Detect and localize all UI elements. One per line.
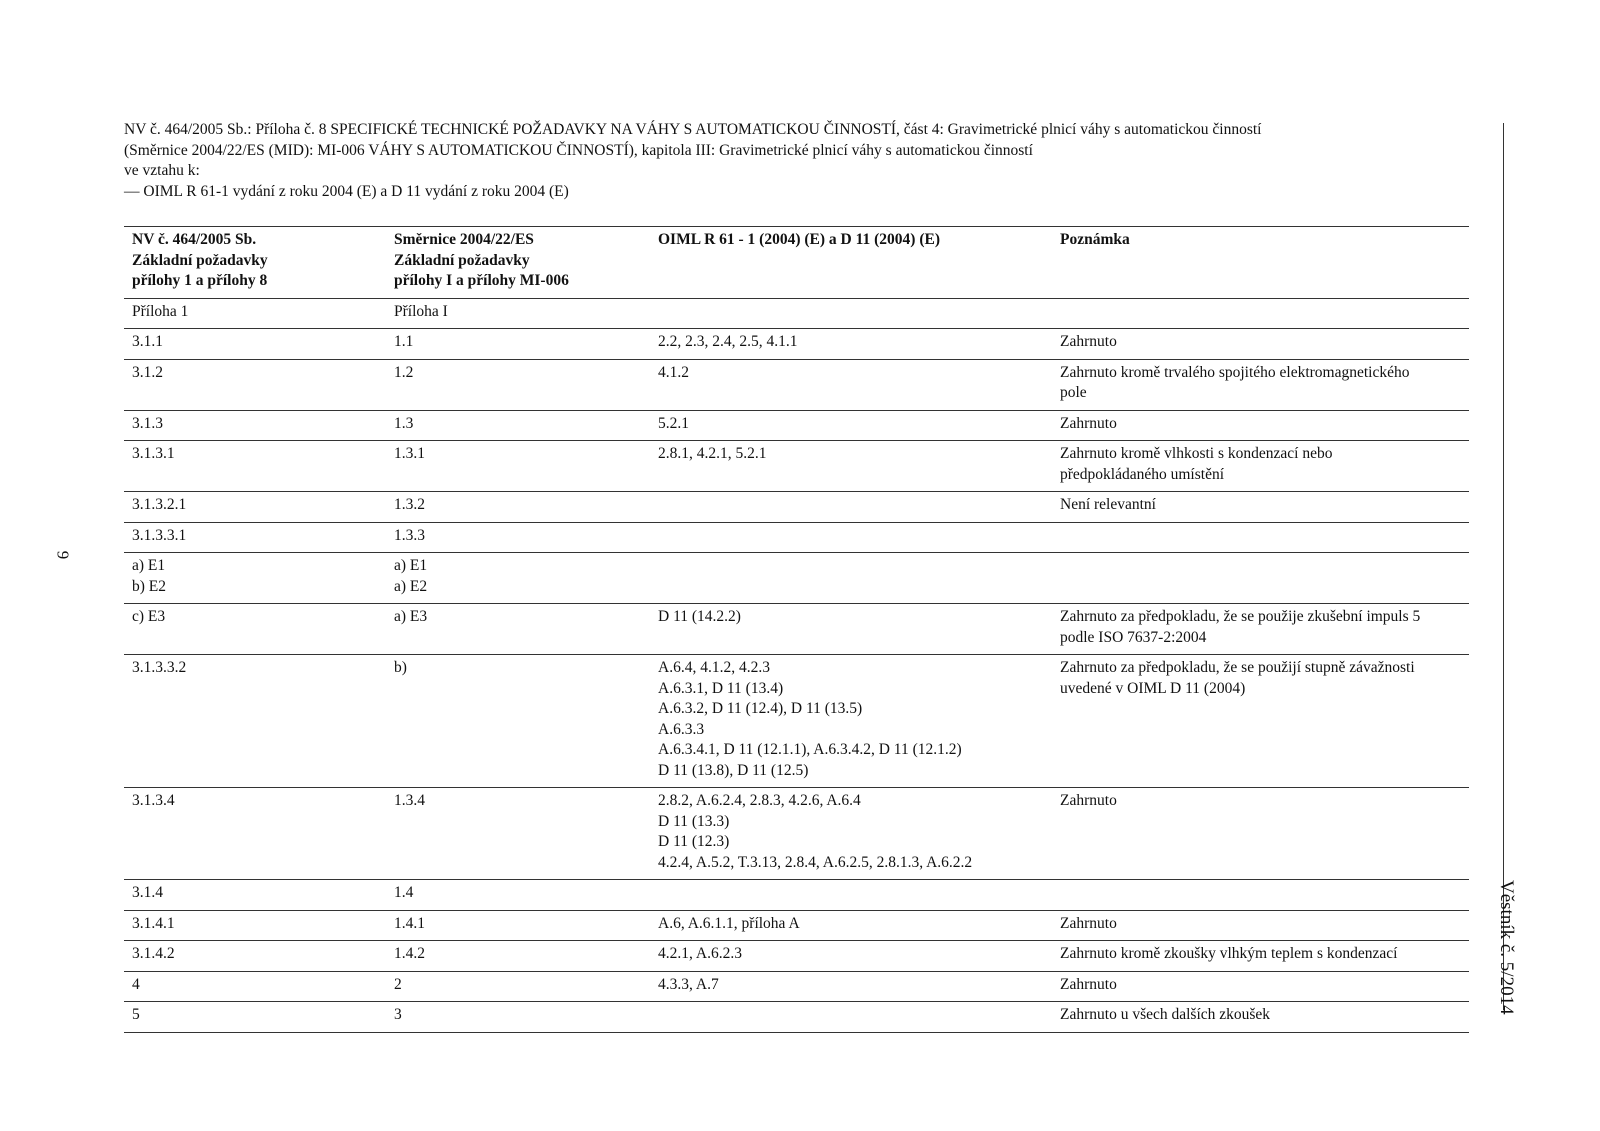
cell-line: A.6.3.2, D 11 (12.4), D 11 (13.5) — [658, 700, 863, 717]
cell-note — [1052, 1002, 1469, 1033]
page-number: 9 — [53, 550, 73, 560]
cell-oiml-ref — [650, 298, 1052, 329]
cell-line: 1.4.2 — [394, 945, 425, 962]
cell-line: A.6.4, 4.1.2, 4.2.3 — [658, 659, 770, 676]
cell-line: 1.4 — [394, 884, 414, 901]
cell-line: NV č. 464/2005 Sb. — [132, 231, 257, 248]
cell-line: Zahrnuto — [1060, 914, 1117, 932]
cell-nv-ref — [124, 941, 386, 972]
cell-line: 4.2.1, A.6.2.3 — [658, 945, 742, 962]
header-cell-oiml — [650, 227, 1052, 299]
cell-line: 3.1.4.2 — [132, 945, 175, 962]
cell-oiml-ref — [650, 604, 1052, 655]
header-cell-note — [1052, 227, 1469, 299]
cell-line: 3.1.4.1 — [132, 914, 175, 932]
table-body — [124, 298, 1469, 1032]
cell-directive-ref — [386, 410, 650, 441]
cell-nv-ref — [124, 410, 386, 441]
cell-line: D 11 (12.3) — [658, 833, 730, 850]
cell-oiml-ref — [650, 910, 1052, 941]
cell-line: 4.2.4, A.5.2, T.3.13, 2.8.4, A.6.2.5, 2.8.1.3, A.6.2.2 — [658, 853, 973, 871]
cell-oiml-ref — [650, 971, 1052, 1002]
cell-line: Zahrnuto za předpokladu, že se použijí stupně závažnosti — [1060, 659, 1415, 676]
cell-line: 3.1.4 — [132, 884, 163, 901]
cell-note — [1052, 410, 1469, 441]
cell-directive-ref — [386, 910, 650, 941]
header-line-1: NV č. 464/2005 Sb.: Příloha č. 8 SPECIFICKÉ TECHNICKÉ POŽADAVKY NA VÁHY S AUTOMATICKOU ČINNOSTÍ, část 4: Gravimetrické plnicí váhy s automatickou činností — [124, 121, 1262, 138]
cell-line: Zahrnuto u všech dalších zkoušek — [1060, 1006, 1271, 1023]
table-row — [124, 910, 1469, 941]
cell-line: a) E1 — [394, 557, 428, 574]
cell-line: 3.1.3.4 — [132, 792, 175, 809]
cell-note — [1052, 492, 1469, 523]
cell-nv-ref — [124, 298, 386, 329]
cell-line: Směrnice 2004/22/ES — [394, 231, 534, 248]
cell-line: pole — [1060, 384, 1087, 401]
cell-oiml-ref — [650, 655, 1052, 788]
cell-line: b) — [394, 659, 407, 676]
cell-line: 3.1.3.1 — [132, 445, 175, 462]
cell-oiml-ref — [650, 441, 1052, 492]
cell-oiml-ref — [650, 329, 1052, 360]
cell-line: Základní požadavky — [394, 251, 530, 269]
cell-line: Příloha 1 — [132, 302, 189, 320]
cell-note — [1052, 441, 1469, 492]
cell-directive-ref — [386, 880, 650, 911]
cell-line: Zahrnuto — [1060, 975, 1117, 993]
cell-line: Zahrnuto — [1060, 792, 1117, 809]
cell-oiml-ref — [650, 788, 1052, 880]
table-row — [124, 441, 1469, 492]
cell-line: A.6.3.3 — [658, 720, 705, 738]
table-row — [124, 880, 1469, 911]
cell-line: 3.1.1 — [132, 333, 163, 350]
table-row — [124, 329, 1469, 360]
cell-note — [1052, 522, 1469, 553]
header-cell-nv — [124, 227, 386, 299]
cell-nv-ref — [124, 971, 386, 1002]
cell-line: a) E1 — [132, 557, 166, 574]
cell-line: 1.3.3 — [394, 526, 425, 544]
header-line-3: ve vztahu k: — [124, 162, 200, 179]
cell-line: D 11 (13.3) — [658, 812, 730, 830]
table-row — [124, 359, 1469, 410]
cell-directive-ref — [386, 655, 650, 788]
cell-line: OIML R 61 - 1 (2004) (E) a D 11 (2004) (E) — [658, 231, 940, 248]
cell-line: a) E2 — [394, 577, 428, 595]
cell-note — [1052, 298, 1469, 329]
margin-rule — [1503, 123, 1504, 1010]
table-row — [124, 604, 1469, 655]
cell-nv-ref — [124, 604, 386, 655]
cell-line: A.6, A.6.1.1, příloha A — [658, 914, 800, 932]
cell-line: Zahrnuto kromě trvalého spojitého elektromagnetického — [1060, 363, 1410, 381]
cell-directive-ref — [386, 329, 650, 360]
cell-line: Zahrnuto — [1060, 333, 1117, 350]
table-row — [124, 788, 1469, 880]
cell-line: 1.2 — [394, 363, 414, 381]
cell-nv-ref — [124, 522, 386, 553]
table-row — [124, 971, 1469, 1002]
cell-line: A.6.3.4.1, D 11 (12.1.1), A.6.3.4.2, D 11 (12.1.2) — [658, 741, 962, 758]
cell-line: 4.1.2 — [658, 363, 689, 381]
cell-note — [1052, 910, 1469, 941]
cell-line: 4 — [132, 975, 140, 993]
cell-note — [1052, 971, 1469, 1002]
cell-line: 3 — [394, 1006, 402, 1023]
cell-line: 1.3.4 — [394, 792, 425, 809]
cell-oiml-ref — [650, 522, 1052, 553]
cell-line: přílohy I a přílohy MI-006 — [394, 272, 569, 289]
cell-line: 3.1.3.2.1 — [132, 496, 187, 513]
cell-line: c) E3 — [132, 608, 166, 625]
cell-directive-ref — [386, 788, 650, 880]
cell-oiml-ref — [650, 492, 1052, 523]
cell-line: 1.4.1 — [394, 914, 425, 932]
cell-line: Není relevantní — [1060, 496, 1156, 513]
cell-line: 5 — [132, 1006, 140, 1023]
table-row — [124, 655, 1469, 788]
cell-oiml-ref — [650, 941, 1052, 972]
table-row — [124, 410, 1469, 441]
header-cell-directive — [386, 227, 650, 299]
cell-line: Příloha I — [394, 302, 448, 320]
cell-directive-ref — [386, 971, 650, 1002]
cell-nv-ref — [124, 788, 386, 880]
cell-line: 2.2, 2.3, 2.4, 2.5, 4.1.1 — [658, 333, 798, 350]
cell-line: 1.3.2 — [394, 496, 425, 513]
cell-line: 3.1.3.3.1 — [132, 526, 187, 544]
correlation-table — [124, 226, 1469, 1033]
cell-directive-ref — [386, 553, 650, 604]
header-line-2: (Směrnice 2004/22/ES (MID): MI-006 VÁHY S AUTOMATICKOU ČINNOSTÍ), kapitola III: Gravimetrické plnicí váhy s automatickou činností — [124, 141, 1033, 159]
cell-line: 1.3.1 — [394, 445, 425, 462]
cell-line: a) E3 — [394, 608, 428, 625]
cell-line: Základní požadavky — [132, 251, 268, 269]
cell-line: 3.1.3.3.2 — [132, 659, 187, 676]
header-line-4: — OIML R 61-1 vydání z roku 2004 (E) a D 11 vydání z roku 2004 (E) — [124, 182, 569, 200]
cell-line: podle ISO 7637-2:2004 — [1060, 628, 1207, 646]
cell-nv-ref — [124, 910, 386, 941]
cell-note — [1052, 880, 1469, 911]
cell-line: Zahrnuto kromě vlhkosti s kondenzací nebo — [1060, 445, 1333, 462]
cell-directive-ref — [386, 359, 650, 410]
cell-line: D 11 (14.2.2) — [658, 608, 741, 625]
cell-directive-ref — [386, 492, 650, 523]
cell-oiml-ref — [650, 880, 1052, 911]
table-row — [124, 1002, 1469, 1033]
cell-line: 4.3.3, A.7 — [658, 975, 719, 993]
table-row — [124, 492, 1469, 523]
table-row — [124, 522, 1469, 553]
cell-nv-ref — [124, 655, 386, 788]
document-header — [124, 120, 1464, 202]
cell-note — [1052, 604, 1469, 655]
cell-note — [1052, 359, 1469, 410]
cell-line: předpokládaného umístění — [1060, 465, 1224, 483]
journal-footer: Věstník č. 5/2014 — [1496, 880, 1517, 1015]
cell-line: Poznámka — [1060, 231, 1130, 248]
cell-nv-ref — [124, 329, 386, 360]
cell-line: 3.1.3 — [132, 414, 163, 432]
cell-directive-ref — [386, 604, 650, 655]
cell-line: 1.1 — [394, 333, 414, 350]
cell-note — [1052, 553, 1469, 604]
cell-note — [1052, 329, 1469, 360]
cell-line: 5.2.1 — [658, 414, 689, 432]
cell-note — [1052, 655, 1469, 788]
table-header-row — [124, 227, 1469, 299]
table-row — [124, 553, 1469, 604]
cell-line: Zahrnuto kromě zkoušky vlhkým teplem s kondenzací — [1060, 945, 1398, 962]
table-row — [124, 298, 1469, 329]
cell-nv-ref — [124, 492, 386, 523]
cell-directive-ref — [386, 441, 650, 492]
cell-directive-ref — [386, 522, 650, 553]
cell-directive-ref — [386, 298, 650, 329]
cell-nv-ref — [124, 441, 386, 492]
cell-line: 1.3 — [394, 414, 414, 432]
cell-line: b) E2 — [132, 577, 167, 595]
cell-nv-ref — [124, 880, 386, 911]
cell-line: D 11 (13.8), D 11 (12.5) — [658, 761, 809, 779]
cell-line: přílohy 1 a přílohy 8 — [132, 272, 268, 289]
cell-nv-ref — [124, 1002, 386, 1033]
cell-oiml-ref — [650, 1002, 1052, 1033]
cell-line: 2.8.2, A.6.2.4, 2.8.3, 4.2.6, A.6.4 — [658, 792, 861, 809]
cell-line: uvedené v OIML D 11 (2004) — [1060, 679, 1246, 697]
cell-line: 3.1.2 — [132, 363, 163, 381]
cell-oiml-ref — [650, 553, 1052, 604]
cell-line: 2 — [394, 975, 402, 993]
cell-note — [1052, 941, 1469, 972]
cell-directive-ref — [386, 941, 650, 972]
cell-line: Zahrnuto — [1060, 414, 1117, 432]
cell-directive-ref — [386, 1002, 650, 1033]
cell-line: Zahrnuto za předpokladu, že se použije zkušební impuls 5 — [1060, 608, 1421, 625]
table-row — [124, 941, 1469, 972]
cell-nv-ref — [124, 553, 386, 604]
cell-nv-ref — [124, 359, 386, 410]
cell-line: 2.8.1, 4.2.1, 5.2.1 — [658, 445, 767, 462]
cell-oiml-ref — [650, 410, 1052, 441]
cell-oiml-ref — [650, 359, 1052, 410]
cell-note — [1052, 788, 1469, 880]
cell-line: A.6.3.1, D 11 (13.4) — [658, 679, 784, 697]
